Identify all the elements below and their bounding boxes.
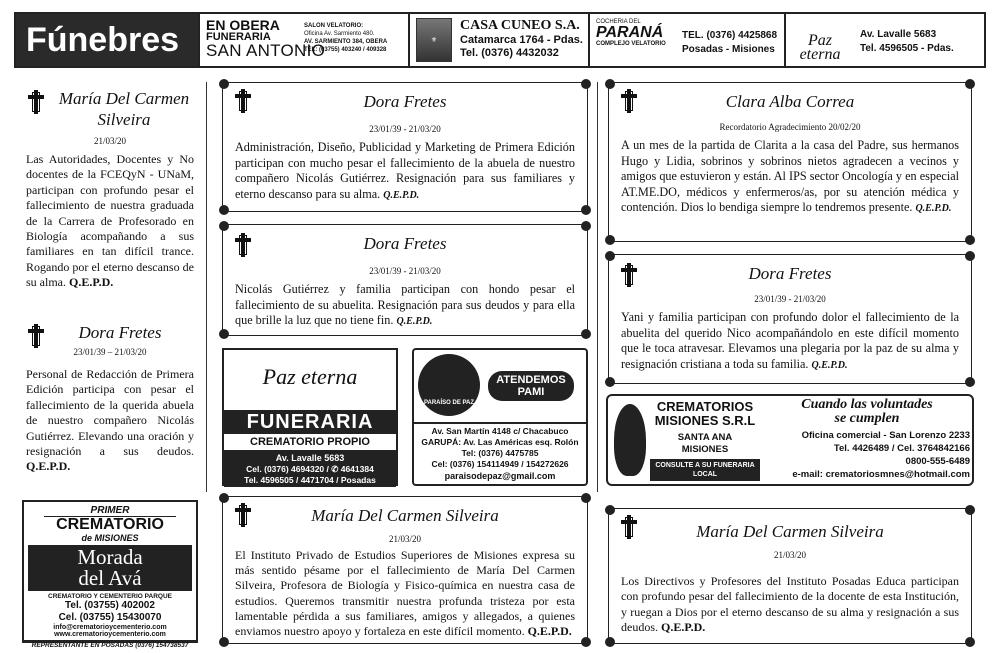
badge-text: ATENDEMOS: [496, 374, 566, 386]
notice-text: A un mes de la partida de Clarita a la casa del Padre, sus hermanos Hugo y Lidia, sobrinos y sobrinos nietos agradecen a vecinos y amigos que estuvieron y están. Al IPS sector Oncología y en especial AT.ME.DO, médicos y enfermeros/as, por su atención médica y contención. Dios lo bendiga siempre lo tendremos presente.: [621, 138, 959, 215]
notice-closing: Q.E.P.D.: [915, 203, 952, 215]
obituary-notice: [222, 496, 588, 644]
ad-casa-cuneo[interactable]: [408, 14, 588, 66]
deceased-name: Clara Alba Correa: [725, 92, 855, 111]
logo-text: PARANÁ: [596, 24, 664, 41]
ad-line: SALON VELATORIO:: [304, 23, 364, 29]
cross-icon: [619, 263, 639, 287]
section-header: [14, 12, 986, 68]
ad-line: CREMATORIO PROPIO: [224, 434, 396, 451]
deceased-name: María Del Carmen Silveira: [696, 522, 884, 541]
ad-slogan: Cuando las voluntades: [801, 397, 933, 412]
ad-line: CREMATORIO: [56, 516, 164, 533]
column-divider: [206, 82, 207, 492]
obituary-notice: [608, 82, 972, 242]
ad-line: Tel. (03755) 402002: [65, 600, 155, 611]
ad-line: SAN ANTONIO: [206, 41, 326, 60]
section-title: Fúnebres: [16, 14, 198, 66]
ad-line: SANTA ANA: [677, 432, 733, 443]
notice-date: Recordatorio Agradecimiento 20/02/20: [719, 122, 861, 132]
cross-icon: [233, 89, 253, 113]
ad-line: CREMATORIO Y CEMENTERIO PARQUE: [48, 593, 172, 600]
parana-logo: [596, 19, 676, 66]
ad-line: www.crematorioycementerio.com: [54, 631, 166, 638]
ad-line: Posadas - Misiones: [682, 44, 775, 55]
obituary-notice: [222, 224, 588, 336]
notice-text: Personal de Redacción de Primera Edición participa con pesar el fallecimiento de la querida abuela de nuestro compañero Nicolás Gutiérrez. Elevando una oración y resignación a sus deudos.: [26, 367, 194, 459]
notice-closing: Q.E.P.D.: [661, 620, 706, 635]
ad-line: REPRESENTANTE EN POSADAS (0376) 154738537: [24, 640, 196, 649]
notice-body: [621, 574, 959, 636]
logo-text: COMPLEJO VELATORIO: [596, 41, 666, 47]
cross-icon: [233, 503, 253, 527]
ad-title: CASA CUNEO S.A.: [460, 18, 580, 33]
ad-line: CONSULTE A SU FUNERARIA LOCAL: [650, 459, 760, 481]
cross-icon: [619, 89, 639, 113]
notice-text: Administración, Diseño, Publicidad y Marketing de Primera Edición participan con mucho pesar el fallecimiento de la abuela de nuestro compañero Nicolás Gutiérrez. Resignación para sus familiares y eterno descanso para su alma.: [235, 140, 575, 201]
notice-date: 23/01/39 – 21/03/20: [73, 347, 147, 357]
obituary-notice: [26, 88, 194, 291]
ad-line: paraisodepaz@gmail.com: [444, 471, 556, 481]
notice-date: 21/03/20: [388, 534, 421, 544]
deceased-name: Dora Fretes: [363, 234, 447, 253]
ad-line: Oficina comercial - San Lorenzo 2233: [801, 430, 970, 441]
column-divider: [597, 82, 598, 492]
ad-line: Tel. 4426489 / Cel. 3764842166: [833, 443, 970, 454]
ad-line: Tel: (0376) 4475785: [461, 448, 539, 458]
notice-body: [235, 548, 575, 639]
ad-line: Av. Lavalle 5683: [275, 453, 345, 463]
pami-badge: [488, 371, 573, 401]
ad-paraiso-de-paz[interactable]: [412, 348, 588, 486]
notice-closing: Q.E.P.D.: [396, 316, 433, 328]
ad-line: Tel. 4596505 / 4471704 / Posadas: [244, 475, 376, 485]
deceased-name: María Del Carmen Silveira: [58, 89, 190, 129]
paz-eterna-logo: Paz eterna: [799, 32, 841, 63]
notice-closing: Q.E.P.D.: [26, 459, 71, 474]
ad-crematorios-misiones[interactable]: [606, 394, 974, 486]
notice-body: [235, 282, 575, 330]
ad-line: TEL. (0376) 4425868: [682, 30, 778, 41]
logo-text: COCHERIA DEL: [596, 19, 641, 25]
notice-body: [235, 140, 575, 203]
ad-morada-del-ava[interactable]: [22, 500, 198, 649]
notice-closing: Q.E.P.D.: [69, 275, 114, 290]
cross-icon: [26, 90, 46, 114]
ad-line: EN OBERA: [206, 17, 280, 33]
ad-line: info@crematorioycementerio.com: [53, 624, 167, 631]
notice-closing: Q.E.P.D.: [383, 189, 420, 201]
deceased-name: Dora Fretes: [748, 264, 832, 283]
ad-line: del Avá: [78, 566, 142, 590]
ad-title: CREMATORIOS: [656, 399, 754, 414]
ad-slogan: se cumplen: [834, 411, 900, 426]
ad-line: Cel: (0376) 154114949 / 154272626: [431, 459, 569, 469]
ad-side-info: [304, 22, 408, 54]
ad-parana[interactable]: [588, 14, 784, 66]
obituary-notice: [608, 508, 972, 644]
ad-title: FUNERARIA: [224, 410, 396, 434]
notice-text: El Instituto Privado de Estudios Superiores de Misiones expresa su más sentido pésame por el fallecimiento de María Del Carmen Silveira, Profesora de Biología y Fisico-química en nuestra casa de estudios. Queremos transmitir nuestra profunda tristeza por esta lamentable pérdida a sus familiares, amigos y allegados, a quienes enviamos nuestro apoyo y fortaleza en este difícil momento.: [235, 548, 575, 639]
notice-date: 23/01/39 - 21/03/20: [369, 266, 441, 276]
deceased-name: María Del Carmen Silveira: [311, 506, 499, 525]
notice-text: Las Autoridades, Docentes y No docentes de la FCEQyN - UNaM, participan con profundo pesar el fallecimiento de nuestra graduada de la Carrera de Profesorado en Biología acompañando a sus familiares en tan difícil trance. Rogando por el eterno descanso de su alma.: [26, 152, 194, 290]
notice-date: 23/01/39 - 21/03/20: [754, 294, 826, 304]
paz-eterna-logo: Paz eterna: [262, 364, 358, 389]
crest-icon: ⚜: [416, 18, 452, 62]
notice-body: [26, 152, 194, 291]
ad-title: MISIONES S.R.L: [654, 413, 756, 428]
ad-line: AV. SARMIENTO 384, OBERA: [304, 39, 388, 45]
cross-icon: [26, 324, 46, 348]
cross-icon: [233, 233, 253, 257]
obituary-notice: [222, 82, 588, 212]
ad-paz-eterna-header[interactable]: [784, 14, 984, 66]
ad-line: MISIONES: [681, 444, 729, 455]
notice-body: [621, 138, 959, 217]
notice-date: 21/03/20: [773, 550, 806, 560]
obituary-notice: [608, 254, 972, 384]
ad-line: PRIMER: [44, 505, 176, 517]
ad-line: TEL: (03755) 403240 / 409328: [304, 47, 387, 53]
ad-line: Morada: [77, 545, 143, 569]
cross-icon: [619, 515, 639, 539]
ad-san-antonio[interactable]: [198, 14, 408, 66]
flame-icon: [614, 404, 646, 476]
ad-line: Tel. (0376) 4432032: [460, 47, 559, 59]
ad-line: Av. San Martín 4148 c/ Chacabuco: [431, 426, 569, 436]
obituary-notice: [26, 322, 194, 475]
notice-closing: Q.E.P.D.: [527, 624, 572, 639]
ad-line: Av. Lavalle 5683: [860, 29, 937, 40]
badge-text: PAMI: [517, 386, 545, 398]
ad-line: Oficina Av. Sarmiento 480.: [304, 31, 375, 37]
ad-line: GARUPÁ: Av. Las Américas esq. Rolón: [421, 437, 579, 447]
ad-line: Cel. (0376) 4694320 / ✆ 4641384: [246, 464, 374, 474]
notice-text: Nicolás Gutiérrez y familia participan con hondo pesar el fallecimiento de su abuelita. Resignación para sus deudos y para ella que brille la luz que no tiene fin.: [235, 282, 575, 328]
notice-body: [621, 310, 959, 373]
ad-line: Tel. 4596505 - Pdas.: [860, 43, 954, 54]
notice-date: 21/03/20: [93, 136, 126, 146]
ad-line: de MISIONES: [81, 533, 139, 543]
ad-line: 0800-555-6489: [905, 456, 970, 467]
ad-line: e-mail: crematoriosmnes@hotmail.com: [792, 469, 970, 480]
ad-funeraria-paz-eterna[interactable]: [222, 348, 398, 486]
ad-line: Catamarca 1764 - Pdas.: [460, 34, 583, 46]
notice-closing: Q.E.P.D.: [811, 359, 848, 371]
notice-text: Los Directivos y Profesores del Instituto Posadas Educa participan con profundo pesar del fallecimiento de la docente de esta Institución, y ruegan a Dios por el eterno descanso de su alma y resignación a sus deudos.: [621, 574, 959, 635]
notice-text: Yani y familia participan con profundo dolor el fallecimiento de la abuelita del querido Nico acompañándolo en este difícil momento que le toca atravesar. Elevamos una plegaria por la paz de su alma y resignación cristiana a toda su familia.: [621, 310, 959, 371]
notice-date: 23/01/39 - 21/03/20: [369, 124, 441, 134]
ad-line: Cel. (03755) 15430070: [58, 612, 162, 623]
paraiso-logo: PARAÍSO DE PAZ: [418, 354, 480, 416]
notice-body: [26, 367, 194, 475]
deceased-name: Dora Fretes: [363, 92, 447, 111]
deceased-name: Dora Fretes: [78, 323, 162, 342]
ad-line: FUNERARIA: [206, 31, 271, 43]
